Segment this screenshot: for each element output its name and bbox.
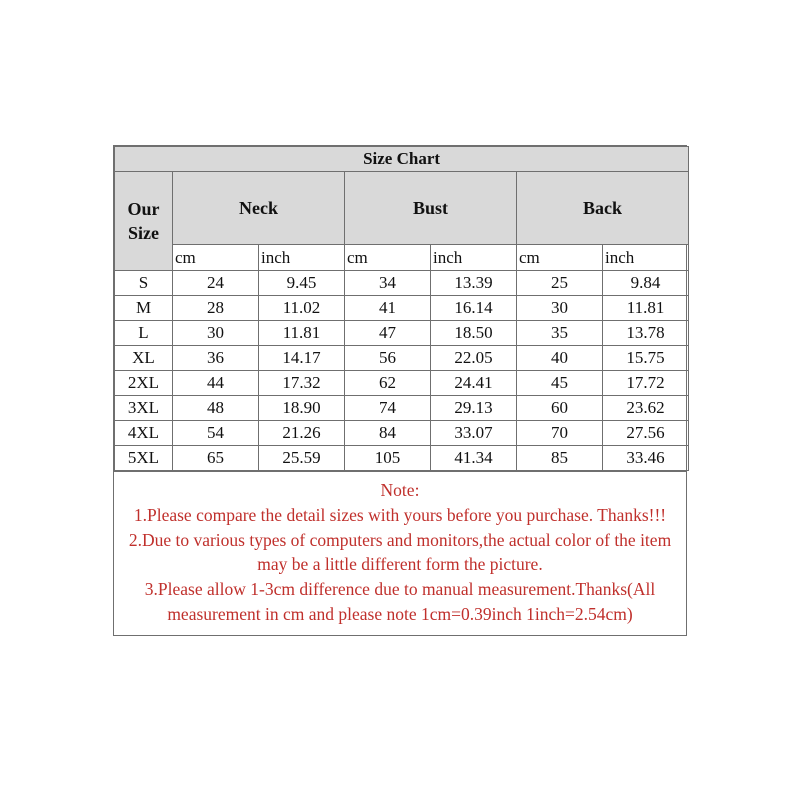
measurement-cell: 41 [345, 296, 431, 321]
measurement-cell: 24 [173, 271, 259, 296]
size-chart [113, 145, 687, 636]
table-row [115, 271, 689, 296]
measurement-cell: 17.72 [603, 371, 689, 396]
measurement-cell: 34 [345, 271, 431, 296]
measurement-cell: 41.34 [431, 446, 517, 471]
measurement-cell: 11.02 [259, 296, 345, 321]
measurement-cell: 13.39 [431, 271, 517, 296]
unit-label: inch [603, 245, 689, 271]
measurement-cell: 17.32 [259, 371, 345, 396]
measurement-cell: 33.07 [431, 421, 517, 446]
measurement-cell: 47 [345, 321, 431, 346]
table-row [115, 446, 689, 471]
measurement-cell: 9.84 [603, 271, 689, 296]
table-row [115, 296, 689, 321]
size-table [114, 146, 689, 471]
table-row [115, 371, 689, 396]
table-row [115, 346, 689, 371]
measurement-cell: 40 [517, 346, 603, 371]
measurement-cell: 65 [173, 446, 259, 471]
measurement-cell: 13.78 [603, 321, 689, 346]
unit-label: cm [345, 245, 431, 271]
measurement-cell: 44 [173, 371, 259, 396]
size-label-cell: M [115, 296, 173, 321]
measurement-cell: 23.62 [603, 396, 689, 421]
note-section [114, 471, 686, 635]
measurement-cell: 22.05 [431, 346, 517, 371]
size-label-cell: 4XL [115, 421, 173, 446]
measurement-cell: 24.41 [431, 371, 517, 396]
measurement-cell: 11.81 [259, 321, 345, 346]
size-label-cell: XL [115, 346, 173, 371]
measurement-cell: 16.14 [431, 296, 517, 321]
measurement-cell: 62 [345, 371, 431, 396]
measurement-cell: 25.59 [259, 446, 345, 471]
measurement-cell: 33.46 [603, 446, 689, 471]
size-label-cell: S [115, 271, 173, 296]
measurement-cell: 25 [517, 271, 603, 296]
measurement-cell: 27.56 [603, 421, 689, 446]
measurement-cell: 54 [173, 421, 259, 446]
table-row [115, 396, 689, 421]
measurement-cell: 18.90 [259, 396, 345, 421]
measurement-cell: 60 [517, 396, 603, 421]
measurement-cell: 74 [345, 396, 431, 421]
size-rows [115, 271, 689, 471]
note-title: Note: [380, 480, 420, 500]
note-line: 2.Due to various types of computers and monitors,the actual color of the item may be a little different form the picture. [128, 529, 672, 575]
measurement-cell: 15.75 [603, 346, 689, 371]
measurement-cell: 35 [517, 321, 603, 346]
table-row [115, 321, 689, 346]
note-line: 3.Please allow 1-3cm difference due to manual measurement.Thanks(All measurement in cm and please note 1cm=0.39inch 1inch=2.54cm) [144, 579, 656, 624]
size-label-cell: 3XL [115, 396, 173, 421]
measurement-cell: 84 [345, 421, 431, 446]
measurement-cell: 105 [345, 446, 431, 471]
bust-header: Bust [345, 172, 517, 245]
measurement-cell: 18.50 [431, 321, 517, 346]
size-label-cell: 5XL [115, 446, 173, 471]
measurement-cell: 36 [173, 346, 259, 371]
measurement-cell: 29.13 [431, 396, 517, 421]
measurement-cell: 85 [517, 446, 603, 471]
measurement-cell: 21.26 [259, 421, 345, 446]
table-row [115, 421, 689, 446]
measurement-cell: 28 [173, 296, 259, 321]
measurement-cell: 9.45 [259, 271, 345, 296]
measurement-cell: 48 [173, 396, 259, 421]
chart-title: Size Chart [115, 147, 689, 172]
size-label-cell: 2XL [115, 371, 173, 396]
measurement-cell: 30 [173, 321, 259, 346]
our-size-header: Our Size [115, 172, 173, 271]
unit-label: cm [173, 245, 259, 271]
measurement-cell: 45 [517, 371, 603, 396]
unit-label: inch [259, 245, 345, 271]
unit-label: inch [431, 245, 517, 271]
measurement-cell: 30 [517, 296, 603, 321]
note-line: 1.Please compare the detail sizes with yours before you purchase. Thanks!!! [133, 504, 667, 525]
unit-label: cm [517, 245, 603, 271]
back-header: Back [517, 172, 689, 245]
neck-header: Neck [173, 172, 345, 245]
measurement-cell: 70 [517, 421, 603, 446]
size-label-cell: L [115, 321, 173, 346]
measurement-cell: 11.81 [603, 296, 689, 321]
measurement-cell: 56 [345, 346, 431, 371]
measurement-cell: 14.17 [259, 346, 345, 371]
